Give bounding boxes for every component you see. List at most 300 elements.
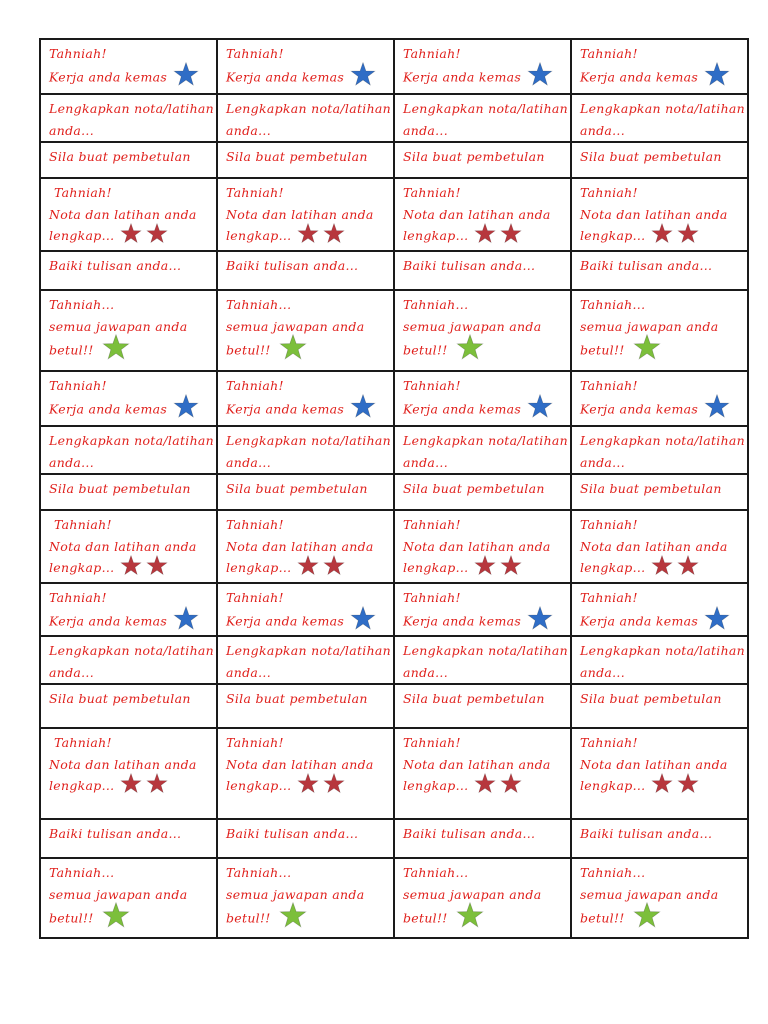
card-text: Kerja anda kemas xyxy=(49,613,168,628)
card-text-line1 xyxy=(54,732,210,754)
card-text-line2 xyxy=(49,65,210,91)
card-text-line1 xyxy=(49,98,215,120)
card-text: Lengkapkan nota/latihan xyxy=(49,101,215,116)
card-text-line3 xyxy=(580,337,741,365)
card-row xyxy=(40,39,748,94)
card-baiki xyxy=(394,251,571,290)
card-text-line1 xyxy=(580,732,741,754)
card-text-line1 xyxy=(403,146,564,168)
card-text-line1 xyxy=(403,478,564,500)
card-lengkapkan xyxy=(40,426,217,474)
card-betul xyxy=(217,290,394,371)
blue-star-icon xyxy=(527,62,553,88)
card-text: lengkap... xyxy=(226,778,292,793)
blue-star-icon xyxy=(173,394,199,420)
card-text: Lengkapkan nota/latihan xyxy=(580,643,746,658)
card-text: Lengkapkan nota/latihan xyxy=(580,433,746,448)
card-text: Nota dan latihan anda xyxy=(403,206,551,222)
card-text-line3 xyxy=(403,557,564,580)
card-text-line1 xyxy=(403,98,569,120)
card-nota xyxy=(217,728,394,819)
card-text-line1 xyxy=(403,862,564,884)
card-text-line2 xyxy=(403,120,564,142)
card-text-line1 xyxy=(49,255,210,277)
card-text: Tahniah! xyxy=(580,46,638,61)
card-text: Baiki tulisan anda... xyxy=(226,258,359,273)
card-text: Nota dan latihan anda xyxy=(403,756,551,772)
card-lengkapkan xyxy=(40,636,217,684)
card-sila xyxy=(571,142,748,178)
card-text: semua jawapan anda xyxy=(580,318,719,334)
card-text-line1 xyxy=(49,294,210,316)
card-text: Tahniah! xyxy=(49,590,107,605)
two-red-stars-icon xyxy=(297,773,345,795)
card-text: Kerja anda kemas xyxy=(226,613,345,628)
card-text-line1 xyxy=(226,255,387,277)
green-star-icon xyxy=(633,334,661,362)
card-text: Sila buat pembetulan xyxy=(226,481,368,496)
card-text-line1 xyxy=(226,688,387,710)
card-text: Nota dan latihan anda xyxy=(403,538,551,554)
card-text: Nota dan latihan anda xyxy=(226,756,374,772)
card-text-line2 xyxy=(226,120,387,142)
card-text: Lengkapkan nota/latihan xyxy=(403,643,569,658)
card-row xyxy=(40,371,748,426)
card-lengkapkan xyxy=(394,426,571,474)
card-text: semua jawapan anda xyxy=(226,318,365,334)
card-text: Tahniah... xyxy=(403,865,469,880)
card-text-line1 xyxy=(580,862,741,884)
card-text-line3 xyxy=(580,557,741,580)
card-text: Tahniah... xyxy=(403,297,469,312)
two-red-stars-icon xyxy=(120,555,168,577)
card-sila xyxy=(40,474,217,510)
card-row xyxy=(40,510,748,583)
card-betul xyxy=(217,858,394,938)
card-text: Tahniah! xyxy=(226,735,284,750)
card-text: Nota dan latihan anda xyxy=(49,538,197,554)
card-text-line1 xyxy=(49,146,210,168)
card-text-line3 xyxy=(580,775,741,798)
card-sila xyxy=(217,684,394,728)
card-text-line3 xyxy=(49,905,210,933)
card-text: anda... xyxy=(226,454,271,470)
card-text-line2 xyxy=(226,609,387,635)
card-text: betul!! xyxy=(580,342,625,358)
card-text: Lengkapkan nota/latihan xyxy=(49,433,215,448)
card-text: lengkap... xyxy=(403,228,469,243)
card-sila xyxy=(40,142,217,178)
feedback-card-sheet xyxy=(39,38,749,939)
card-text-line2 xyxy=(49,397,210,423)
two-red-stars-icon xyxy=(120,773,168,795)
card-text: Tahniah! xyxy=(54,517,112,532)
card-text-line2 xyxy=(49,662,210,684)
card-kemas xyxy=(40,371,217,426)
card-sila xyxy=(217,474,394,510)
card-text: Sila buat pembetulan xyxy=(580,691,722,706)
two-red-stars-icon xyxy=(651,773,699,795)
card-text-line3 xyxy=(49,775,210,798)
card-text: Kerja anda kemas xyxy=(226,69,345,84)
card-text-line1 xyxy=(49,823,210,845)
card-text-line3 xyxy=(226,225,387,248)
card-text: lengkap... xyxy=(49,560,115,575)
card-nota xyxy=(571,728,748,819)
card-baiki xyxy=(394,819,571,858)
card-text-line1 xyxy=(226,514,387,536)
card-text: Baiki tulisan anda... xyxy=(403,826,536,841)
card-text: lengkap... xyxy=(580,560,646,575)
card-text-line2 xyxy=(403,65,564,91)
card-text: lengkap... xyxy=(580,228,646,243)
card-text: Nota dan latihan anda xyxy=(580,538,728,554)
card-nota xyxy=(394,510,571,583)
card-text: lengkap... xyxy=(403,778,469,793)
card-nota xyxy=(217,510,394,583)
card-text-line1 xyxy=(226,640,392,662)
card-text-line1 xyxy=(49,430,215,452)
card-text-line1 xyxy=(226,182,387,204)
card-row xyxy=(40,290,748,371)
card-text: anda... xyxy=(403,664,448,680)
card-text: Kerja anda kemas xyxy=(49,401,168,416)
card-baiki xyxy=(571,251,748,290)
card-text: Sila buat pembetulan xyxy=(580,149,722,164)
blue-star-icon xyxy=(173,62,199,88)
blue-star-icon xyxy=(173,606,199,632)
card-text: Sila buat pembetulan xyxy=(403,691,545,706)
card-text-line1 xyxy=(580,640,746,662)
card-kemas xyxy=(40,583,217,636)
card-text-line3 xyxy=(49,557,210,580)
card-text: Sila buat pembetulan xyxy=(226,149,368,164)
card-text: Tahniah! xyxy=(226,590,284,605)
card-text-line2 xyxy=(580,397,741,423)
card-row xyxy=(40,426,748,474)
card-text: lengkap... xyxy=(49,778,115,793)
card-text: Lengkapkan nota/latihan xyxy=(226,433,392,448)
card-text-line2 xyxy=(580,120,741,142)
card-text: Sila buat pembetulan xyxy=(49,691,191,706)
card-row xyxy=(40,142,748,178)
card-text: Tahniah! xyxy=(226,185,284,200)
card-text: Tahniah... xyxy=(226,297,292,312)
card-text: Tahniah! xyxy=(580,378,638,393)
card-text: Tahniah! xyxy=(403,735,461,750)
card-text: Tahniah! xyxy=(580,590,638,605)
card-text: Tahniah... xyxy=(580,865,646,880)
card-text: lengkap... xyxy=(226,228,292,243)
card-text-line1 xyxy=(403,688,564,710)
card-text-line1 xyxy=(403,430,569,452)
card-kemas xyxy=(217,39,394,94)
card-text: Kerja anda kemas xyxy=(580,69,699,84)
card-text-line3 xyxy=(226,557,387,580)
card-text: Sila buat pembetulan xyxy=(49,149,191,164)
card-lengkapkan xyxy=(571,94,748,142)
card-nota xyxy=(40,510,217,583)
card-text: Nota dan latihan anda xyxy=(580,206,728,222)
card-text: anda... xyxy=(403,122,448,138)
card-text: Kerja anda kemas xyxy=(403,613,522,628)
card-text-line3 xyxy=(49,225,210,248)
card-text-line2 xyxy=(49,452,210,474)
card-text: Tahniah! xyxy=(403,46,461,61)
card-text-line2 xyxy=(403,397,564,423)
card-baiki xyxy=(40,251,217,290)
green-star-icon xyxy=(279,334,307,362)
card-betul xyxy=(571,290,748,371)
card-nota xyxy=(394,178,571,251)
card-text: Tahniah! xyxy=(580,735,638,750)
card-row xyxy=(40,728,748,819)
card-text-line1 xyxy=(580,823,741,845)
card-text: Tahniah! xyxy=(226,378,284,393)
card-text-line2 xyxy=(580,662,741,684)
card-text-line3 xyxy=(403,775,564,798)
card-text: anda... xyxy=(580,664,625,680)
card-text: Tahniah! xyxy=(49,378,107,393)
card-text-line1 xyxy=(580,430,746,452)
card-text-line1 xyxy=(580,98,746,120)
card-text: Baiki tulisan anda... xyxy=(49,826,182,841)
card-text-line1 xyxy=(226,862,387,884)
card-sila xyxy=(394,684,571,728)
card-lengkapkan xyxy=(394,636,571,684)
card-text: Baiki tulisan anda... xyxy=(580,258,713,273)
card-text: Nota dan latihan anda xyxy=(580,756,728,772)
two-red-stars-icon xyxy=(651,555,699,577)
card-sila xyxy=(40,684,217,728)
card-text-line2 xyxy=(403,452,564,474)
card-text-line2 xyxy=(403,662,564,684)
card-text: Sila buat pembetulan xyxy=(403,149,545,164)
card-text: betul!! xyxy=(226,910,271,926)
card-sila xyxy=(571,474,748,510)
card-text: semua jawapan anda xyxy=(403,318,542,334)
card-kemas xyxy=(394,371,571,426)
two-red-stars-icon xyxy=(297,223,345,245)
card-text: Nota dan latihan anda xyxy=(49,206,197,222)
card-kemas xyxy=(40,39,217,94)
blue-star-icon xyxy=(704,606,730,632)
card-betul xyxy=(40,858,217,938)
card-row xyxy=(40,178,748,251)
card-text-line2 xyxy=(49,609,210,635)
card-text: lengkap... xyxy=(580,778,646,793)
card-text-line1 xyxy=(49,640,215,662)
card-text: semua jawapan anda xyxy=(226,886,365,902)
card-text-line1 xyxy=(580,688,741,710)
card-betul xyxy=(40,290,217,371)
card-kemas xyxy=(217,583,394,636)
card-text: Tahniah! xyxy=(403,185,461,200)
card-text: Tahniah... xyxy=(226,865,292,880)
card-text: Tahniah! xyxy=(403,517,461,532)
card-text: Nota dan latihan anda xyxy=(226,538,374,554)
card-text-line1 xyxy=(226,294,387,316)
card-lengkapkan xyxy=(217,426,394,474)
card-text: betul!! xyxy=(580,910,625,926)
card-text: Tahniah! xyxy=(54,185,112,200)
card-text: Lengkapkan nota/latihan xyxy=(226,101,392,116)
card-text-line3 xyxy=(580,905,741,933)
card-text: Lengkapkan nota/latihan xyxy=(403,101,569,116)
card-text: Kerja anda kemas xyxy=(403,69,522,84)
green-star-icon xyxy=(633,902,661,930)
card-betul xyxy=(394,290,571,371)
card-nota xyxy=(40,728,217,819)
card-text: Kerja anda kemas xyxy=(226,401,345,416)
card-text-line1 xyxy=(226,430,392,452)
card-text: lengkap... xyxy=(49,228,115,243)
card-baiki xyxy=(571,819,748,858)
card-text: Lengkapkan nota/latihan xyxy=(49,643,215,658)
card-text-line3 xyxy=(403,905,564,933)
card-text: Tahniah... xyxy=(580,297,646,312)
card-text-line1 xyxy=(580,146,741,168)
card-text: Tahniah! xyxy=(580,185,638,200)
card-text: Kerja anda kemas xyxy=(403,401,522,416)
card-kemas xyxy=(217,371,394,426)
blue-star-icon xyxy=(350,62,376,88)
card-text: Tahniah! xyxy=(403,590,461,605)
card-text-line1 xyxy=(49,478,210,500)
green-star-icon xyxy=(456,334,484,362)
card-text-line3 xyxy=(403,225,564,248)
blue-star-icon xyxy=(704,62,730,88)
card-text: anda... xyxy=(403,454,448,470)
card-text: anda... xyxy=(226,664,271,680)
card-text: Kerja anda kemas xyxy=(49,69,168,84)
card-text-line3 xyxy=(226,905,387,933)
card-text-line1 xyxy=(403,823,564,845)
card-lengkapkan xyxy=(217,636,394,684)
card-text: Tahniah... xyxy=(49,297,115,312)
card-text: semua jawapan anda xyxy=(49,318,188,334)
card-text: anda... xyxy=(49,664,94,680)
card-text: betul!! xyxy=(49,910,94,926)
card-text: Tahniah... xyxy=(49,865,115,880)
card-row xyxy=(40,636,748,684)
card-text: anda... xyxy=(49,454,94,470)
card-text-line3 xyxy=(226,337,387,365)
card-text: betul!! xyxy=(403,342,448,358)
card-text-line1 xyxy=(580,514,741,536)
blue-star-icon xyxy=(704,394,730,420)
card-lengkapkan xyxy=(394,94,571,142)
card-text: Baiki tulisan anda... xyxy=(226,826,359,841)
card-baiki xyxy=(217,251,394,290)
two-red-stars-icon xyxy=(297,555,345,577)
card-text-line2 xyxy=(49,120,210,142)
card-text: semua jawapan anda xyxy=(580,886,719,902)
card-text: Baiki tulisan anda... xyxy=(580,826,713,841)
card-text-line1 xyxy=(226,98,392,120)
card-baiki xyxy=(40,819,217,858)
green-star-icon xyxy=(456,902,484,930)
card-lengkapkan xyxy=(40,94,217,142)
card-text: Kerja anda kemas xyxy=(580,401,699,416)
card-row xyxy=(40,684,748,728)
card-text: anda... xyxy=(226,122,271,138)
card-nota xyxy=(571,178,748,251)
card-text-line1 xyxy=(580,478,741,500)
card-text-line1 xyxy=(226,823,387,845)
two-red-stars-icon xyxy=(120,223,168,245)
card-text: anda... xyxy=(580,454,625,470)
card-row xyxy=(40,474,748,510)
card-text-line3 xyxy=(49,337,210,365)
card-text-line1 xyxy=(49,862,210,884)
card-betul xyxy=(571,858,748,938)
card-text-line1 xyxy=(580,182,741,204)
card-text: semua jawapan anda xyxy=(49,886,188,902)
blue-star-icon xyxy=(527,394,553,420)
card-text: Sila buat pembetulan xyxy=(403,481,545,496)
card-row xyxy=(40,858,748,938)
card-text-line2 xyxy=(403,609,564,635)
card-kemas xyxy=(394,583,571,636)
card-kemas xyxy=(571,583,748,636)
card-text: Nota dan latihan anda xyxy=(49,756,197,772)
card-nota xyxy=(217,178,394,251)
card-text-line3 xyxy=(226,775,387,798)
card-text: Lengkapkan nota/latihan xyxy=(580,101,746,116)
card-text: semua jawapan anda xyxy=(403,886,542,902)
card-text-line2 xyxy=(226,662,387,684)
blue-star-icon xyxy=(350,394,376,420)
card-nota xyxy=(571,510,748,583)
card-text: Nota dan latihan anda xyxy=(226,206,374,222)
card-lengkapkan xyxy=(217,94,394,142)
card-text: Sila buat pembetulan xyxy=(49,481,191,496)
card-text-line2 xyxy=(226,452,387,474)
card-text: betul!! xyxy=(49,342,94,358)
card-text: anda... xyxy=(580,122,625,138)
card-text: betul!! xyxy=(403,910,448,926)
card-text-line1 xyxy=(580,294,741,316)
two-red-stars-icon xyxy=(474,773,522,795)
card-text: Tahniah! xyxy=(54,735,112,750)
card-text: betul!! xyxy=(226,342,271,358)
card-text: Sila buat pembetulan xyxy=(226,691,368,706)
card-text-line1 xyxy=(580,255,741,277)
card-nota xyxy=(394,728,571,819)
card-text-line1 xyxy=(49,688,210,710)
card-lengkapkan xyxy=(571,636,748,684)
card-row xyxy=(40,251,748,290)
card-sila xyxy=(571,684,748,728)
card-kemas xyxy=(394,39,571,94)
card-text-line2 xyxy=(226,65,387,91)
two-red-stars-icon xyxy=(651,223,699,245)
card-text-line2 xyxy=(580,452,741,474)
card-sila xyxy=(394,142,571,178)
card-text: Baiki tulisan anda... xyxy=(49,258,182,273)
card-text: Lengkapkan nota/latihan xyxy=(403,433,569,448)
card-row xyxy=(40,819,748,858)
card-text: Tahniah! xyxy=(226,517,284,532)
card-text-line1 xyxy=(403,294,564,316)
blue-star-icon xyxy=(527,606,553,632)
card-text-line1 xyxy=(54,514,210,536)
card-text-line1 xyxy=(403,182,564,204)
card-text-line1 xyxy=(54,182,210,204)
card-kemas xyxy=(571,371,748,426)
card-text: Kerja anda kemas xyxy=(580,613,699,628)
